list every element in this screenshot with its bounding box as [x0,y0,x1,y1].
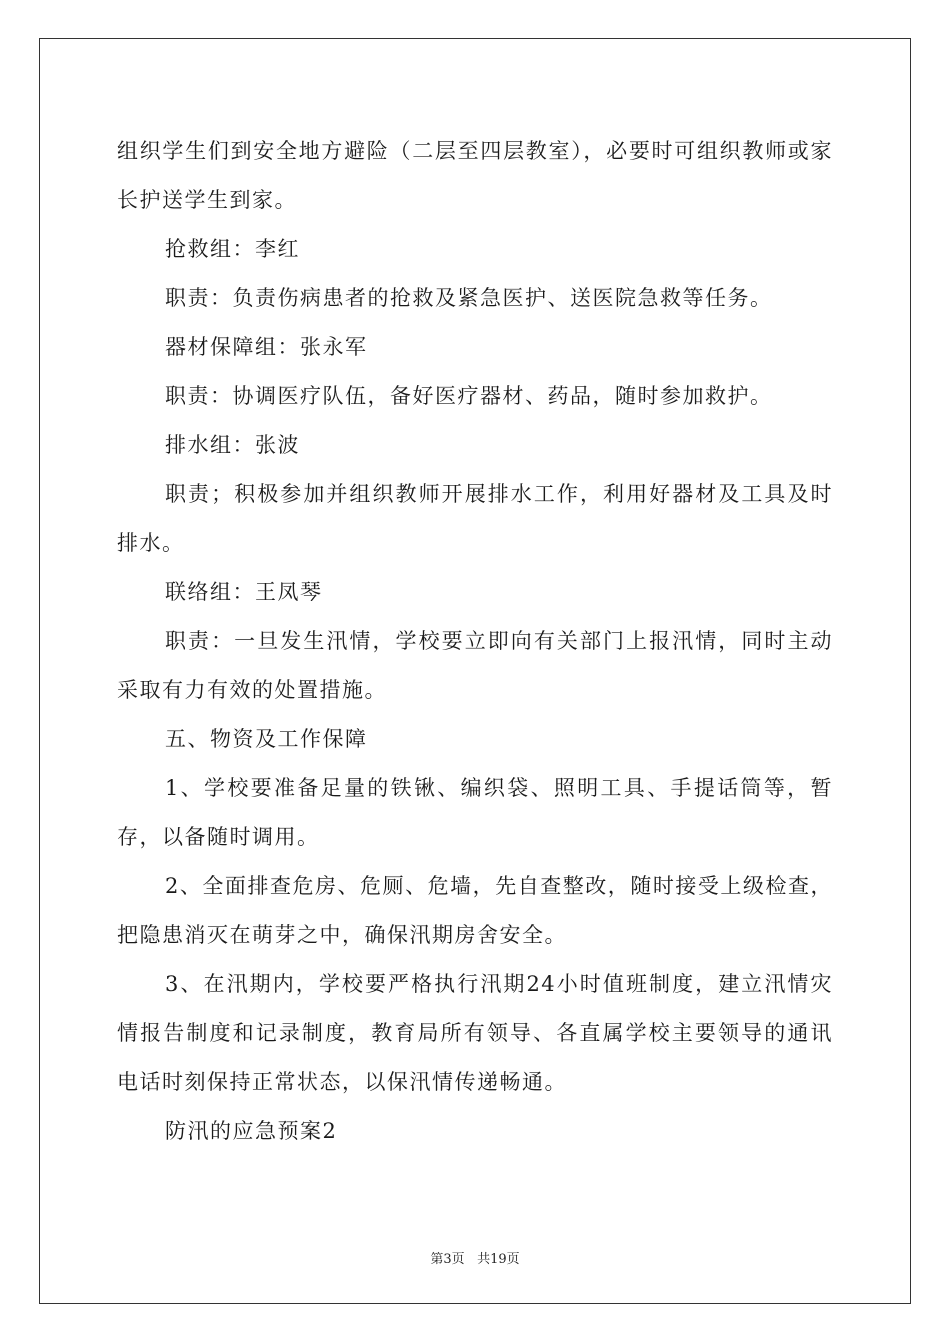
paragraph: 抢救组：李红 [165,237,300,261]
paragraph: 职责：一旦发生汛情，学校要立即向有关部门上报汛情，同时主动采取有力有效的处置措施。 [117,629,833,702]
section-heading: 五、物资及工作保障 [165,727,368,751]
paragraph: 3、在汛期内，学校要严格执行汛期24小时值班制度，建立汛情灾情报告制度和记录制度，教育局所有领导、各直属学校主要领导的通讯电话时刻保持正常状态，以保汛情传递畅通。 [117,972,833,1094]
paragraph: 职责；积极参加并组织教师开展排水工作，利用好器材及工具及时排水。 [117,482,833,555]
paragraph: 职责：负责伤病患者的抢救及紧急医护、送医院急救等任务。 [165,286,773,310]
paragraph: 器材保障组：张永军 [165,335,368,359]
document-body [117,127,833,1156]
paragraph: 组织学生们到安全地方避险（二层至四层教室），必要时可组织教师或家长护送学生到家。 [117,139,833,212]
paragraph: 排水组：张波 [165,433,300,457]
paragraph: 联络组：王凤琴 [165,580,323,604]
paragraph: 职责：协调医疗队伍，备好医疗器材、药品，随时参加救护。 [165,384,773,408]
page-total: 共19页 [477,1252,520,1267]
document-subtitle: 防汛的应急预案2 [165,1119,338,1143]
page-footer [0,1248,950,1267]
paragraph: 2、全面排查危房、危厕、危墙，先自查整改，随时接受上级检查，把隐患消灭在萌芽之中，确保汛期房舍安全。 [117,874,833,947]
paragraph: 1、学校要准备足量的铁锹、编织袋、照明工具、手提话筒等，暂存，以备随时调用。 [117,776,833,849]
page-number: 第3页 [430,1252,465,1267]
